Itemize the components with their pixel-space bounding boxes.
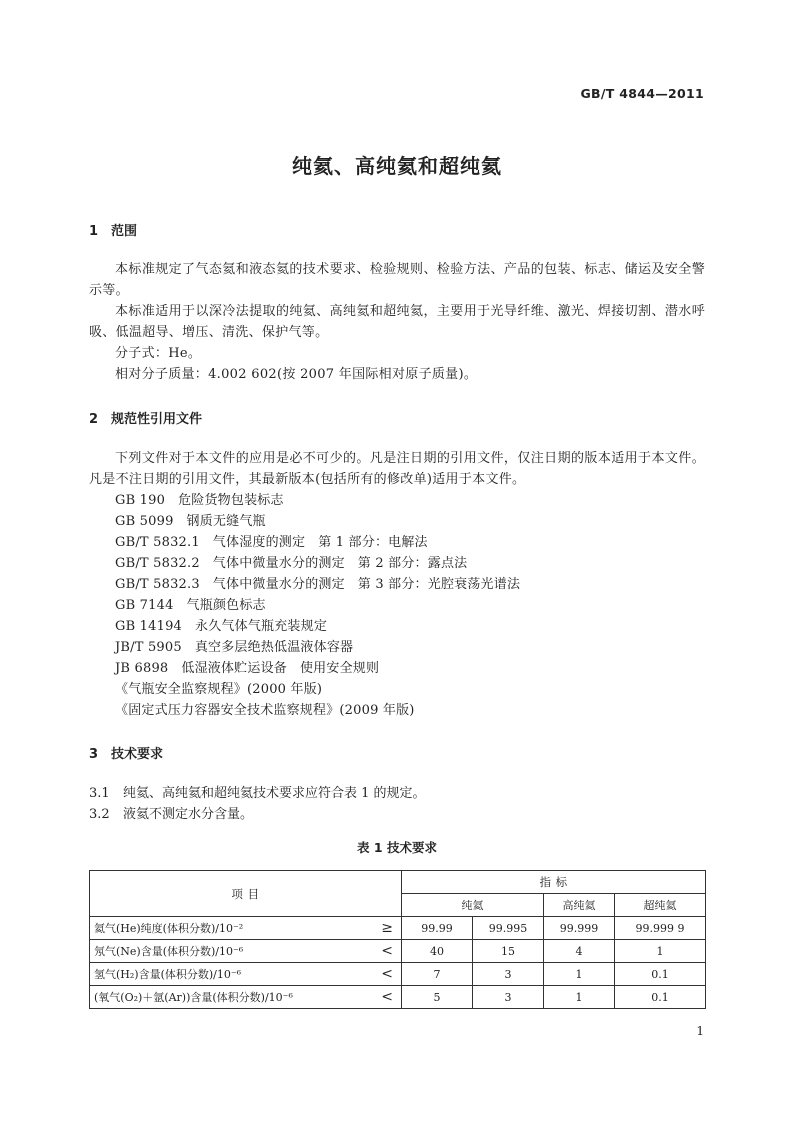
value-cell: 15 <box>473 940 544 963</box>
section-2-body <box>89 448 705 721</box>
paragraph: 本标准适用于以深冷法提取的纯氦、高纯氦和超纯氦，主要用于光导纤维、激光、焊接切割、潜水呼吸、低温超导、增压、清洗、保护气等。 <box>89 304 705 340</box>
value-cell: 99.995 <box>473 917 544 940</box>
reference-item: GB/T 5832.3 气体中微量水分的测定 第 3 部分：光腔衰荡光谱法 <box>115 577 521 592</box>
clause-number: 3.2 <box>89 807 110 822</box>
value-cell: 1 <box>544 963 615 986</box>
clause <box>89 804 705 825</box>
grade-header: 超纯氦 <box>615 894 706 917</box>
paragraph: 分子式：He。 <box>115 346 202 361</box>
value-cell: 3 <box>473 986 544 1009</box>
item-cell: 氦气(He)纯度(体积分数)/10⁻² <box>90 917 376 940</box>
clause <box>89 783 705 804</box>
value-cell: 5 <box>402 986 473 1009</box>
standard-code: GB/T 4844—2011 <box>580 86 704 101</box>
clause-text: 纯氦、高纯氦和超纯氦技术要求应符合表 1 的规定。 <box>123 786 426 801</box>
table-caption: 表 1 技术要求 <box>357 840 437 855</box>
page-number: 1 <box>696 1024 704 1038</box>
grade-header: 高纯氦 <box>544 894 615 917</box>
value-cell: 99.999 9 <box>615 917 706 940</box>
reference-item: GB/T 5832.1 气体湿度的测定 第 1 部分：电解法 <box>115 535 428 550</box>
reference-item: JB/T 5905 真空多层绝热低温液体容器 <box>115 640 354 655</box>
reference-item: 《固定式压力容器安全技术监察规程》(2009 年版) <box>115 703 415 718</box>
reference-item: GB 190 危险货物包装标志 <box>115 493 284 508</box>
value-cell: 1 <box>615 940 706 963</box>
value-cell: 3 <box>473 963 544 986</box>
value-cell: 40 <box>402 940 473 963</box>
reference-item: JB 6898 低湿液体贮运设备 使用安全规则 <box>115 661 380 676</box>
section-title: 规范性引用文件 <box>111 412 203 427</box>
reference-item: GB 5099 钢质无缝气瓶 <box>115 514 266 529</box>
clause-number: 3.1 <box>89 786 110 801</box>
value-cell: 0.1 <box>615 986 706 1009</box>
table-header-row <box>90 871 706 894</box>
section-2-heading <box>89 408 705 427</box>
value-cell: 0.1 <box>615 963 706 986</box>
section-1-heading <box>89 220 705 239</box>
relation-cell: < <box>376 940 402 963</box>
table-row <box>90 940 706 963</box>
grade-header: 纯氦 <box>402 894 544 917</box>
value-cell: 99.999 <box>544 917 615 940</box>
document-title: 纯氦、高纯氦和超纯氦 <box>292 154 502 178</box>
relation-cell: < <box>376 986 402 1009</box>
section-number: 2 <box>89 412 99 427</box>
section-title: 范围 <box>111 224 138 239</box>
reference-item: GB 7144 气瓶颜色标志 <box>115 598 266 613</box>
section-3-body <box>89 783 705 825</box>
relation-cell: < <box>376 963 402 986</box>
item-cell: 氖气(Ne)含量(体积分数)/10⁻⁶ <box>90 940 376 963</box>
reference-item: GB 14194 永久气体气瓶充装规定 <box>115 619 328 634</box>
reference-item: GB/T 5832.2 气体中微量水分的测定 第 2 部分：露点法 <box>115 556 468 571</box>
clause-text: 液氦不测定水分含量。 <box>123 807 254 822</box>
table-row <box>90 986 706 1009</box>
paragraph: 本标准规定了气态氦和液态氦的技术要求、检验规则、检验方法、产品的包装、标志、储运及安全警示等。 <box>89 262 705 298</box>
value-cell: 7 <box>402 963 473 986</box>
value-cell: 99.99 <box>402 917 473 940</box>
reference-item: 《气瓶安全监察规程》(2000 年版) <box>115 682 323 697</box>
section-number: 3 <box>89 747 99 762</box>
table-row <box>90 963 706 986</box>
spec-table <box>89 870 706 1009</box>
paragraph: 相对分子质量：4.002 602(按 2007 年国际相对原子质量)。 <box>115 367 478 382</box>
table-row <box>90 917 706 940</box>
relation-cell: ≥ <box>376 917 402 940</box>
paragraph: 下列文件对于本文件的应用是必不可少的。凡是注日期的引用文件，仅注日期的版本适用于本文件。凡是不注日期的引用文件，其最新版本(包括所有的修改单)适用于本文件。 <box>89 451 705 487</box>
section-title: 技术要求 <box>111 747 164 762</box>
value-cell: 4 <box>544 940 615 963</box>
item-cell: (氧气(O₂)＋氩(Ar))含量(体积分数)/10⁻⁶ <box>90 986 376 1009</box>
section-3-heading <box>89 743 705 762</box>
value-cell: 1 <box>544 986 615 1009</box>
section-number: 1 <box>89 224 99 239</box>
item-cell: 氢气(H₂)含量(体积分数)/10⁻⁶ <box>90 963 376 986</box>
section-1-body <box>89 259 705 385</box>
item-header: 项 目 <box>90 871 402 917</box>
index-header: 指 标 <box>402 871 706 894</box>
